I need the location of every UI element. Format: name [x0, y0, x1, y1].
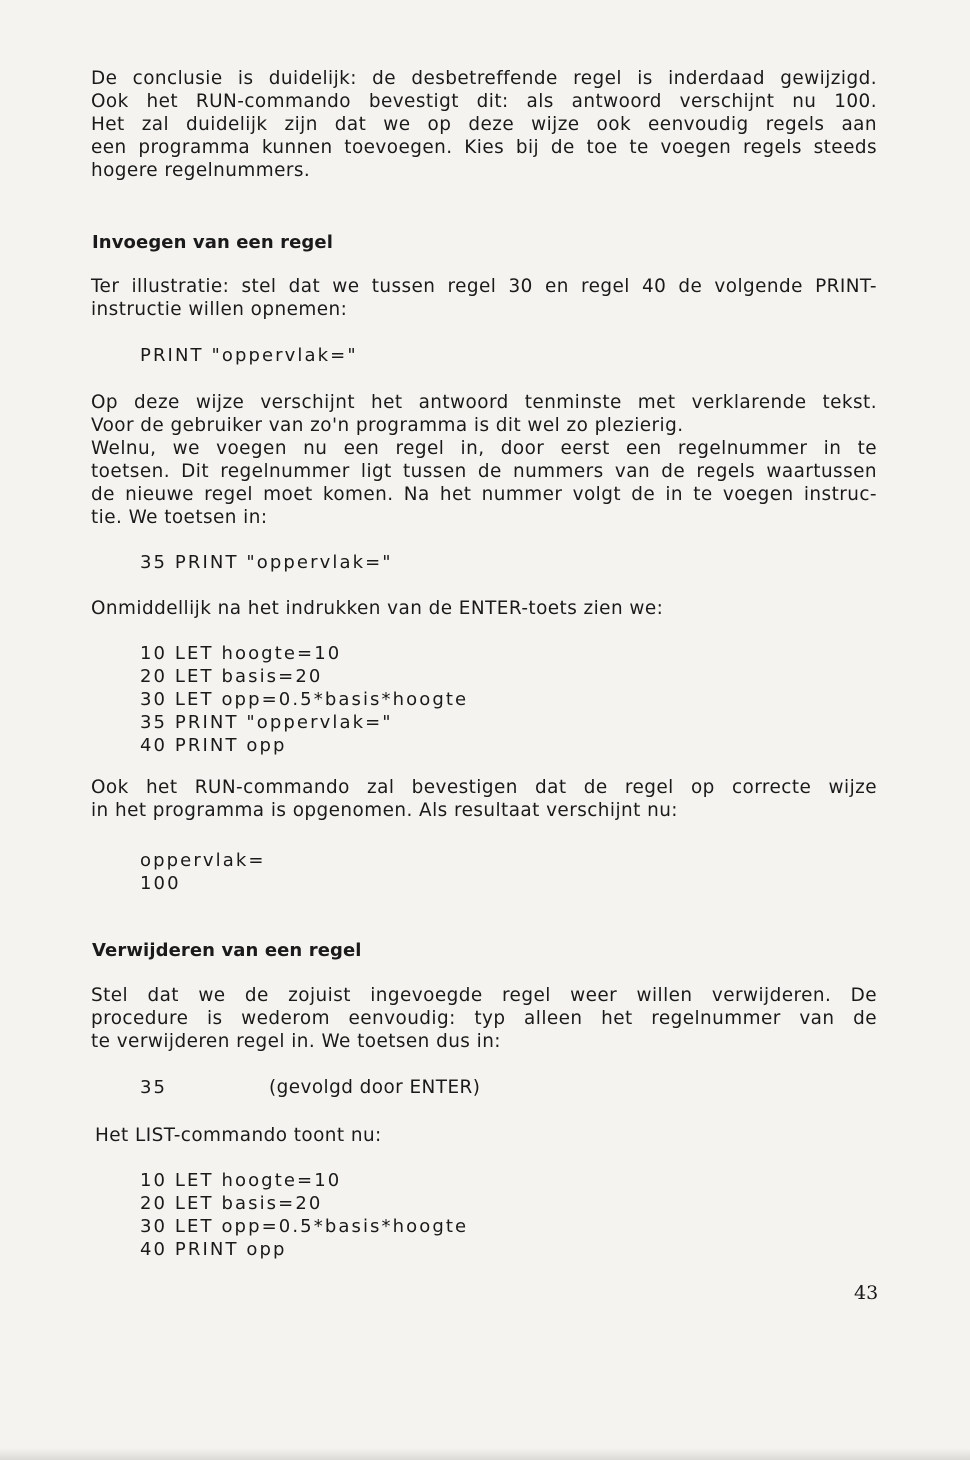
text-line: tie. We toetsen in: — [91, 507, 268, 528]
text-line: De conclusie is duidelijk: de desbetreffende regel is inderdaad gewijzigd. — [91, 68, 877, 89]
section-heading-insert: Invoegen van een regel — [92, 232, 333, 253]
text-line: Het zal duidelijk zijn dat we op deze wijze ook eenvoudig regels aan — [91, 114, 877, 135]
text-line: Voor de gebruiker van zo'n programma is dit wel zo plezierig. — [91, 415, 684, 436]
code-line: 30 LET opp=0.5*basis*hoogte — [140, 689, 469, 710]
text-line: Stel dat we de zojuist ingevoegde regel weer willen verwijderen. De — [91, 985, 877, 1006]
insert-explanation-paragraph — [91, 391, 877, 529]
text-line: te verwijderen regel in. We toetsen dus in: — [91, 1031, 501, 1052]
code-print-statement — [140, 344, 358, 367]
text-line: in het programma is opgenomen. Als resultaat verschijnt nu: — [91, 800, 678, 821]
code-line: PRINT "oppervlak=" — [140, 345, 358, 366]
run-paragraph — [91, 776, 877, 822]
text-line: Het LIST-commando toont nu: — [95, 1125, 382, 1146]
page-bottom-edge — [0, 1448, 970, 1460]
code-line: 20 LET basis=20 — [140, 666, 323, 687]
program-output — [140, 849, 266, 895]
text-line: de nieuwe regel moet komen. Na het nummer volgt de in te voegen instruc- — [91, 484, 877, 505]
code-line: 30 LET opp=0.5*basis*hoogte — [140, 1216, 469, 1237]
text-line: een programma kunnen toevoegen. Kies bij de toe te voegen regels steeds — [91, 137, 877, 158]
text-line: toetsen. Dit regelnummer ligt tussen de nummers van de regels waartussen — [91, 461, 877, 482]
code-line: 35 PRINT "oppervlak=" — [140, 712, 393, 733]
enter-paragraph — [91, 597, 877, 620]
text-line: instructie willen opnemen: — [91, 299, 348, 320]
code-line: 40 PRINT opp — [140, 1239, 287, 1260]
page-number: 43 — [854, 1282, 879, 1304]
code-line-number: 35 — [140, 1077, 168, 1098]
text-line: Ook het RUN-commando zal bevestigen dat de regel op correcte wijze — [91, 777, 877, 798]
code-listing-after-delete — [140, 1169, 468, 1261]
section-heading-delete: Verwijderen van een regel — [92, 940, 362, 961]
code-delete-line — [140, 1076, 167, 1099]
text-line: (gevolgd door ENTER) — [269, 1077, 481, 1098]
text-line: Onmiddellijk na het indrukken van de ENTER-toets zien we: — [91, 598, 664, 619]
text-line: procedure is wederom eenvoudig: typ alleen het regelnummer van de — [91, 1008, 877, 1029]
intro-paragraph — [91, 67, 877, 182]
code-line: 10 LET hoogte=10 — [140, 643, 342, 664]
code-listing-after-insert — [140, 642, 468, 757]
text-line: hogere regelnummers. — [91, 160, 311, 181]
code-line: 40 PRINT opp — [140, 735, 287, 756]
text-line: Ook het RUN-commando bevestigt dit: als antwoord verschijnt nu 100. — [91, 91, 877, 112]
text-line: Ter illustratie: stel dat we tussen regel 30 en regel 40 de volgende PRINT- — [91, 276, 877, 297]
code-line: 35 PRINT "oppervlak=" — [140, 552, 393, 573]
code-line: 20 LET basis=20 — [140, 1193, 323, 1214]
insert-intro-paragraph — [91, 275, 877, 321]
list-paragraph — [95, 1124, 881, 1147]
output-line: oppervlak= — [140, 850, 266, 871]
code-insert-line — [140, 551, 393, 574]
text-line: Welnu, we voegen nu een regel in, door eerst een regelnummer in te — [91, 438, 877, 459]
delete-note — [269, 1076, 480, 1099]
delete-paragraph — [91, 984, 877, 1053]
code-line: 10 LET hoogte=10 — [140, 1170, 342, 1191]
text-line: Op deze wijze verschijnt het antwoord tenminste met verklarende tekst. — [91, 392, 877, 413]
output-line: 100 — [140, 873, 181, 894]
